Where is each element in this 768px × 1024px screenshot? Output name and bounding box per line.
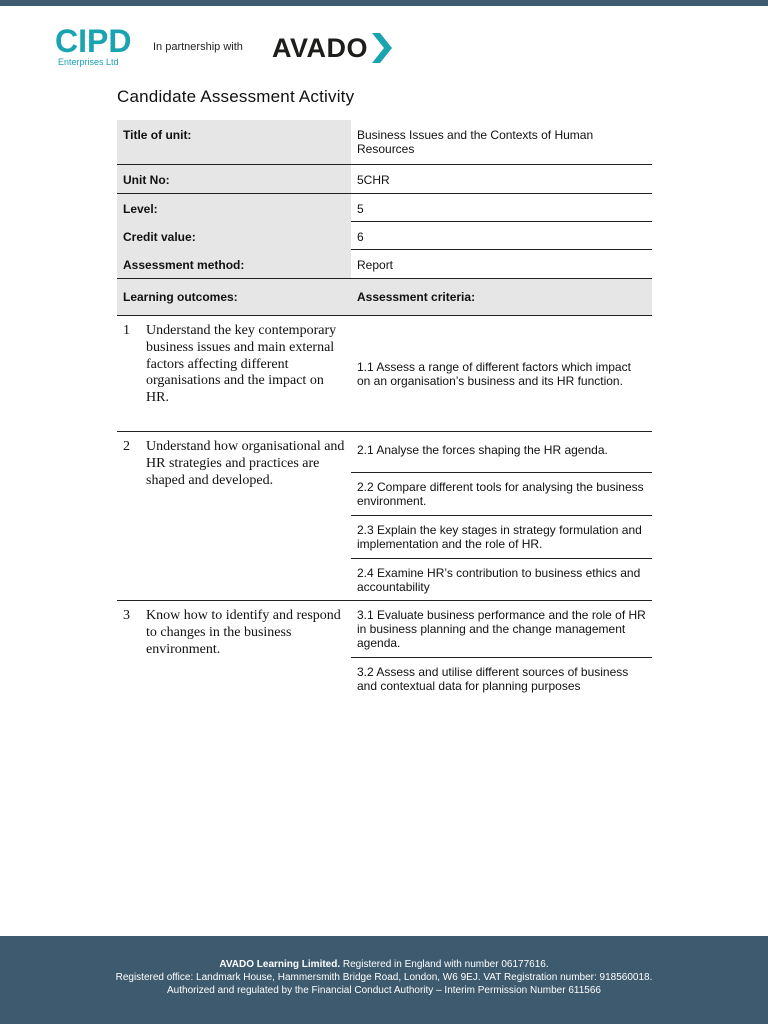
level-value: 5: [357, 202, 364, 216]
criterion: 3.1 Evaluate business performance and the role of HR in business planning and the change management agenda.: [357, 608, 646, 650]
unit-no-value: 5CHR: [357, 173, 390, 187]
level-label: Level:: [117, 194, 351, 222]
footer-company: AVADO Learning Limited.: [219, 959, 341, 970]
cipd-logo: [55, 24, 131, 67]
outcome-text: Understand how organisational and HR strategies and practices are shaped and developed.: [146, 439, 345, 488]
outcome-number: 2: [123, 439, 130, 454]
page-title: Candidate Assessment Activity: [117, 87, 355, 106]
outcome-number: 1: [123, 323, 130, 338]
cipd-logo-word: CIPD: [55, 23, 132, 59]
criteria-cell: [351, 601, 652, 711]
criteria-cell: [351, 316, 652, 431]
unit-title-value: Business Issues and the Contexts of Human Resources: [357, 128, 594, 156]
footer-regulated: Authorized and regulated by the Financial Conduct Authority – Interim Permission Number 611566: [167, 985, 601, 996]
criteria-cell: [351, 432, 652, 600]
criterion: 2.4 Examine HR’s contribution to business ethics and accountability: [351, 558, 652, 600]
footer-line-1: [0, 958, 768, 971]
credit-row: [117, 222, 652, 250]
assessment-table: [117, 120, 652, 711]
cipd-logo-sub: Enterprises Ltd: [58, 57, 119, 67]
criterion: 2.2 Compare different tools for analysing the business environment.: [351, 472, 652, 515]
top-bar: [0, 0, 768, 6]
outcome-row: [117, 601, 652, 711]
method-value: Report: [357, 258, 394, 272]
avado-logo: [272, 32, 393, 64]
chevron-right-icon: [369, 32, 393, 64]
criterion: 1.1 Assess a range of different factors which impact on an organisation’s business and its HR function.: [357, 360, 631, 388]
method-label: Assessment method:: [117, 250, 351, 278]
footer-registered: Registered in England with number 06177616.: [340, 959, 549, 970]
outcome-number: 3: [123, 608, 130, 623]
outcomes-header-row: [117, 279, 652, 316]
unit-no-label: Unit No:: [117, 165, 351, 193]
criterion: 2.1 Analyse the forces shaping the HR agenda.: [357, 443, 608, 457]
outcome-cell: [117, 601, 351, 711]
criterion: 2.3 Explain the key stages in strategy formulation and implementation and the role of HR.: [351, 515, 652, 558]
outcome-text: Know how to identify and respond to changes in the business environment.: [146, 608, 341, 657]
avado-logo-word: AVADO: [272, 33, 368, 63]
footer-office: Registered office: Landmark House, Hammersmith Bridge Road, London, W6 9EJ. VAT Registration number: 918560018.: [115, 972, 653, 983]
outcome-cell: [117, 432, 351, 600]
outcome-cell: [117, 316, 351, 431]
criteria-header: Assessment criteria:: [357, 290, 476, 304]
outcome-row: [117, 316, 652, 432]
method-row: [117, 250, 652, 279]
footer: [0, 936, 768, 1024]
criterion: 3.2 Assess and utilise different sources of business and contextual data for planning purposes: [351, 657, 652, 714]
outcome-text: Understand the key contemporary business issues and main external factors affecting different organisations and the impact on HR.: [146, 323, 337, 406]
outcomes-header: Learning outcomes:: [123, 290, 238, 304]
credit-label: Credit value:: [117, 222, 351, 250]
partnership-text: In partnership with: [153, 41, 243, 53]
outcome-row: [117, 432, 652, 601]
unit-title-label: Title of unit:: [117, 120, 351, 164]
unit-title-row: [117, 120, 652, 165]
level-row: [117, 194, 652, 222]
credit-value: 6: [357, 230, 364, 244]
unit-no-row: [117, 165, 652, 194]
